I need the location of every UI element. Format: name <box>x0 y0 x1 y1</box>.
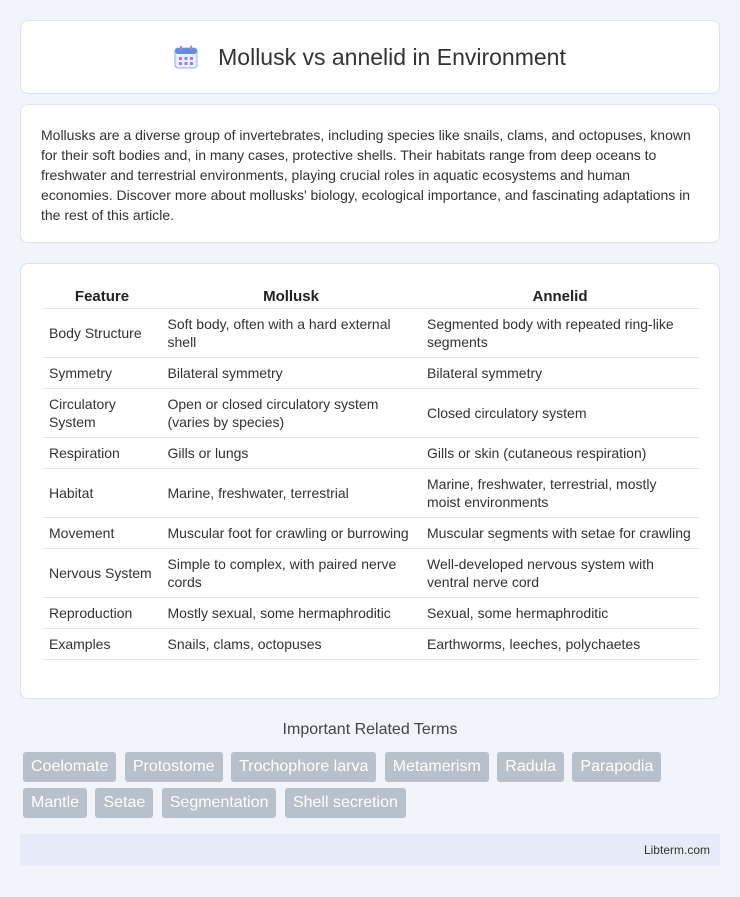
term-tag-shell-secretion[interactable]: Shell secretion <box>285 788 406 818</box>
term-tag-parapodia[interactable]: Parapodia <box>572 752 661 782</box>
annelid-cell: Well-developed nervous system with ventral nerve cord <box>421 549 699 598</box>
calendar-icon <box>174 45 198 69</box>
mollusk-cell: Bilateral symmetry <box>161 358 421 389</box>
feature-cell: Nervous System <box>43 549 161 598</box>
term-tag-trochophore-larva[interactable]: Trochophore larva <box>231 752 376 782</box>
term-tag-protostome[interactable]: Protostome <box>125 752 223 782</box>
table-row <box>43 389 699 438</box>
mollusk-cell: Mostly sexual, some hermaphroditic <box>161 598 421 629</box>
mollusk-cell: Snails, clams, octopuses <box>161 629 421 660</box>
mollusk-cell: Marine, freshwater, terrestrial <box>161 469 421 518</box>
feature-cell: Body Structure <box>43 309 161 358</box>
related-terms-list <box>23 752 723 824</box>
mollusk-cell: Open or closed circulatory system (varies by species) <box>161 389 421 438</box>
mollusk-cell: Muscular foot for crawling or burrowing <box>161 518 421 549</box>
comparison-table <box>43 282 699 660</box>
annelid-cell: Segmented body with repeated ring-like segments <box>421 309 699 358</box>
feature-cell: Examples <box>43 629 161 660</box>
term-tag-metamerism[interactable]: Metamerism <box>385 752 489 782</box>
page-title: Mollusk vs annelid in Environment <box>218 43 566 70</box>
header-feature: Feature <box>43 282 161 309</box>
mollusk-cell: Simple to complex, with paired nerve cords <box>161 549 421 598</box>
annelid-cell: Muscular segments with setae for crawling <box>421 518 699 549</box>
table-row <box>43 358 699 389</box>
annelid-cell: Marine, freshwater, terrestrial, mostly moist environments <box>421 469 699 518</box>
term-tag-segmentation[interactable]: Segmentation <box>162 788 277 818</box>
annelid-cell: Earthworms, leeches, polychaetes <box>421 629 699 660</box>
header-annelid: Annelid <box>421 282 699 309</box>
feature-cell: Respiration <box>43 438 161 469</box>
term-tag-radula[interactable]: Radula <box>497 752 564 782</box>
table-row <box>43 598 699 629</box>
mollusk-cell: Gills or lungs <box>161 438 421 469</box>
feature-cell: Movement <box>43 518 161 549</box>
table-row <box>43 629 699 660</box>
title-card <box>20 20 720 94</box>
annelid-cell: Closed circulatory system <box>421 389 699 438</box>
table-row <box>43 518 699 549</box>
feature-cell: Reproduction <box>43 598 161 629</box>
footer-site-link[interactable]: Libterm.com <box>643 843 710 857</box>
term-tag-mantle[interactable]: Mantle <box>23 788 87 818</box>
term-tag-coelomate[interactable]: Coelomate <box>23 752 116 782</box>
feature-cell: Circulatory System <box>43 389 161 438</box>
table-row <box>43 469 699 518</box>
table-header-row <box>43 282 699 309</box>
term-tag-setae[interactable]: Setae <box>95 788 153 818</box>
related-terms-title: Important Related Terms <box>282 721 458 738</box>
table-row <box>43 309 699 358</box>
annelid-cell: Bilateral symmetry <box>421 358 699 389</box>
comparison-card <box>20 263 720 699</box>
footer <box>20 834 720 866</box>
annelid-cell: Sexual, some hermaphroditic <box>421 598 699 629</box>
table-row <box>43 549 699 598</box>
feature-cell: Symmetry <box>43 358 161 389</box>
annelid-cell: Gills or skin (cutaneous respiration) <box>421 438 699 469</box>
feature-cell: Habitat <box>43 469 161 518</box>
header-mollusk: Mollusk <box>161 282 421 309</box>
intro-card <box>20 104 720 243</box>
table-row <box>43 438 699 469</box>
mollusk-cell: Soft body, often with a hard external shell <box>161 309 421 358</box>
intro-text: Mollusks are a diverse group of invertebrates, including species like snails, clams, and octopuses, known for their soft bodies and, in many cases, protective shells. Their habitats range from deep oceans to freshwater and terrestrial environments, playing crucial roles in aquatic ecosystems and human economies. Discover more about mollusks' biology, ecological importance, and fascinating adaptations in the rest of this article. <box>41 127 691 223</box>
